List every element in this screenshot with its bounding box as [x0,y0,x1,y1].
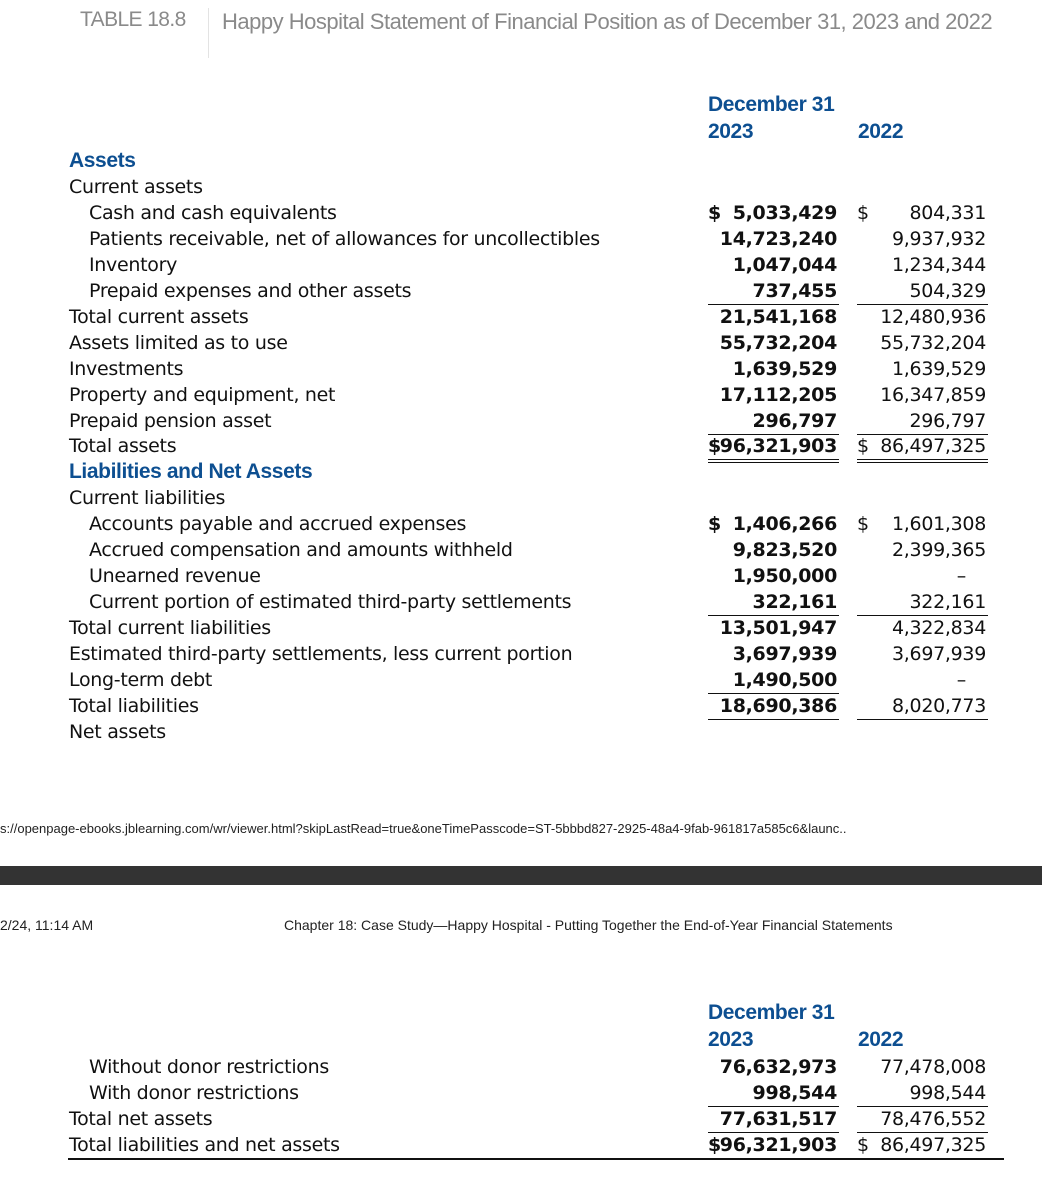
amount: 8,020,773 [892,694,986,717]
amount: 17,112,205 [719,383,837,406]
amount: 86,497,325 [880,1134,986,1156]
table-row [0,667,1042,693]
value-2022 [857,382,988,408]
value-2022 [857,408,988,435]
value-2022 [857,226,988,252]
row-label: Assets limited as to use [69,331,288,354]
value-2023 [708,252,839,278]
dollar-sign: $ [708,201,721,224]
row-label: Cash and cash equivalents [89,201,337,224]
dollar-sign: $ [857,435,869,458]
amount: 18,690,386 [719,694,837,717]
row-label: Investments [69,357,184,380]
table-row [0,1054,1042,1080]
value-2022 [857,641,988,667]
row-label: Prepaid expenses and other assets [89,279,412,302]
dollar-sign: $ [708,513,721,536]
amount: 1,234,344 [892,253,986,276]
amount: 55,732,204 [880,331,986,354]
amount: 1,601,308 [892,513,986,536]
value-2022 [857,615,988,641]
value-2022 [857,304,988,330]
amount: 76,632,973 [719,1056,837,1078]
amount: 737,455 [752,279,837,302]
table-row [0,252,1042,278]
table-row [0,459,1042,485]
amount: 1,047,044 [732,253,837,276]
table-row [0,719,1042,745]
amount: – [956,565,966,588]
value-2023 [708,693,839,720]
table-row [0,433,1042,459]
amount: 77,478,008 [880,1056,986,1078]
value-2023 [708,408,839,435]
table-row [0,485,1042,511]
table-row [0,693,1042,719]
header-2023-p2: 2023 [708,1028,754,1051]
value-2022 [857,1054,988,1080]
table-row [0,174,1042,200]
amount: 504,329 [909,279,986,302]
value-2022 [857,1132,988,1159]
amount: 1,639,529 [732,357,837,380]
value-2023 [708,563,839,589]
value-2023 [708,382,839,408]
amount: 804,331 [909,201,986,224]
amount: 1,490,500 [732,669,837,691]
page-url: s://openpage-ebooks.jblearning.com/wr/viewer.html?skipLastRead=true&oneTimePasscode=ST-5bbbd827-2925-48a4-9fab-961817a585c6&launc.. [0,821,847,836]
chapter-title: Chapter 18: Case Study—Happy Hospital - Putting Together the End-of-Year Financial Statements [284,917,893,933]
table-row [0,304,1042,330]
value-2023 [708,1080,839,1107]
amount: 2,399,365 [892,539,986,562]
table-row [0,382,1042,408]
amount: 96,321,903 [719,435,837,458]
value-2023 [708,537,839,563]
amount: 5,033,429 [732,201,837,224]
amount: 3,697,939 [732,643,837,666]
row-label: Total current assets [69,305,249,328]
value-2022 [857,330,988,356]
table-row [0,330,1042,356]
table-row [0,589,1042,615]
amount: 96,321,903 [719,1134,837,1156]
table-number: TABLE 18.8 [80,8,186,31]
table-row [0,408,1042,434]
dollar-sign: $ [857,1134,869,1156]
table-row [0,278,1042,304]
table-row [0,148,1042,174]
header-2022: 2022 [858,120,904,143]
amount: 998,544 [909,1082,986,1104]
amount: 322,161 [909,591,986,614]
value-2023 [708,667,839,694]
table-bottom-rule [68,1158,1004,1160]
row-label: Patients receivable, net of allowances for uncollectibles [89,227,600,250]
amount: 998,544 [752,1082,837,1104]
value-2022 [857,200,988,226]
dollar-sign: $ [857,201,869,224]
value-2023 [708,304,839,330]
amount: 322,161 [752,591,837,614]
row-label: Unearned revenue [89,565,261,588]
row-label: Long-term debt [69,669,213,691]
value-2023 [708,1132,839,1159]
table-row [0,1132,1042,1158]
value-2023 [708,615,839,641]
amount: 77,631,517 [719,1108,837,1130]
amount: 9,937,932 [892,227,986,250]
value-2022 [857,589,988,616]
row-label: Total liabilities [69,694,199,717]
table-title: Happy Hospital Statement of Financial Position as of December 31, 2023 and 2022 [222,9,993,34]
row-label: With donor restrictions [89,1082,299,1104]
amount: 1,950,000 [732,565,837,588]
header-2022-p2: 2022 [858,1028,904,1051]
row-label: Net assets [69,720,166,743]
table-row [0,615,1042,641]
amount: 21,541,168 [719,305,837,328]
amount: 1,639,529 [892,357,986,380]
amount: – [956,669,966,691]
row-label: Accounts payable and accrued expenses [89,513,467,536]
value-2022 [857,278,988,305]
dollar-sign: $ [857,513,869,536]
row-label: Estimated third-party settlements, less current portion [69,643,573,666]
row-label: Current assets [69,175,203,198]
value-2023 [708,1054,839,1080]
amount: 13,501,947 [719,617,837,640]
row-label: Prepaid pension asset [69,409,272,432]
value-2022 [857,1106,988,1133]
amount: 14,723,240 [719,227,837,250]
dollar-sign: $ [708,1134,721,1156]
table-row [0,537,1042,563]
value-2023 [708,511,839,537]
table-row [0,641,1042,667]
table-row [0,1106,1042,1132]
value-2022 [857,563,988,589]
value-2022 [857,356,988,382]
amount: 55,732,204 [719,331,837,354]
value-2022 [857,537,988,563]
value-2022 [857,1080,988,1107]
value-2022 [857,511,988,537]
amount: 4,322,834 [892,617,986,640]
amount: 16,347,859 [880,383,986,406]
value-2023 [708,278,839,305]
row-label: Total liabilities and net assets [69,1134,340,1156]
amount: 86,497,325 [880,435,986,458]
table-row [0,226,1042,252]
amount: 12,480,936 [880,305,986,328]
value-2023 [708,200,839,226]
amount: 296,797 [909,409,986,432]
row-label: Without donor restrictions [89,1056,329,1078]
row-label: Total current liabilities [69,617,271,640]
value-2022 [857,252,988,278]
row-label: Total assets [69,435,177,458]
amount: 296,797 [752,409,837,432]
page-break-bar [0,866,1042,885]
row-label: Property and equipment, net [69,383,336,406]
dollar-sign: $ [708,435,721,458]
value-2023 [708,1106,839,1133]
row-label: Current liabilities [69,487,226,510]
table-row [0,1080,1042,1106]
header-december-31-p2: December 31 [708,1001,835,1024]
value-2023 [708,589,839,616]
header-december-31: December 31 [708,93,835,116]
row-label: Total net assets [69,1108,213,1130]
row-label: Inventory [89,253,178,276]
row-label: Current portion of estimated third-party settlements [89,591,572,614]
value-2022 [857,693,988,720]
value-2022 [857,667,988,693]
section-heading: Liabilities and Net Assets [69,460,313,484]
amount: 3,697,939 [892,643,986,666]
table-row [0,356,1042,382]
value-2023 [708,641,839,667]
table-row [0,511,1042,537]
caption-divider [208,8,209,58]
amount: 78,476,552 [880,1108,986,1130]
table-row [0,563,1042,589]
print-timestamp: 2/24, 11:14 AM [0,917,94,933]
value-2023 [708,356,839,382]
row-label: Accrued compensation and amounts withheld [89,539,513,562]
table-row [0,200,1042,226]
header-2023: 2023 [708,120,754,143]
amount: 9,823,520 [732,539,837,562]
value-2023 [708,226,839,252]
section-heading: Assets [69,149,136,172]
value-2023 [708,330,839,356]
amount: 1,406,266 [732,513,837,536]
